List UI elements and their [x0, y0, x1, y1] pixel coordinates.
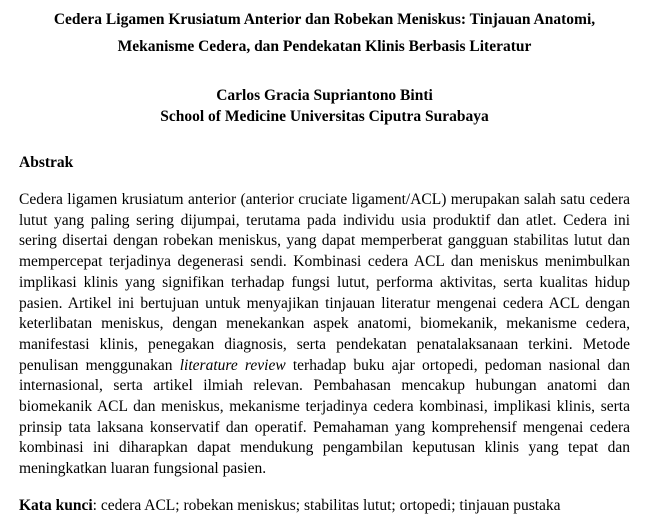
- abstract-text-part-1: Cedera ligamen krusiatum anterior (anterior cruciate ligament/ACL) merupakan salah satu cedera lutut yang paling sering dijumpai, terutama pada individu usia produktif dan atlet. Cedera ini sering disertai dengan robekan meniskus, yang dapat memperberat gangguan stabilitas lutut dan mempercepat terjadinya degenerasi sendi. Kombinasi cedera ACL dan meniskus menimbulkan implikasi klinis yang signifikan terhadap fungsi lutut, performa aktivitas, serta kualitas hidup pasien. Artikel ini bertujuan untuk menyajikan tinjauan literatur mengenai cedera ACL dengan keterlibatan meniskus, dengan menekankan aspek anatomi, biomekanik, mekanisme cedera, manifestasi klinis, penegakan diagnosis, serta pendekatan penatalaksanaan terkini. Metode penulisan menggunakan: [19, 191, 630, 374]
- paper-title: [19, 0, 630, 60]
- author-name: Carlos Gracia Supriantono Binti: [216, 87, 433, 104]
- keywords-text: : cedera ACL; robekan meniskus; stabilitas lutut; ortopedi; tinjauan pustaka: [92, 496, 561, 514]
- keywords: [19, 496, 630, 516]
- author-affiliation: School of Medicine Universitas Ciputra Surabaya: [160, 108, 489, 125]
- abstract-italic-term: literature review: [179, 356, 286, 374]
- author-block: [19, 85, 630, 127]
- title-line-1: Cedera Ligamen Krusiatum Anterior dan Robekan Meniskus: Tinjauan Anatomi,: [53, 11, 596, 28]
- abstract-heading: Abstrak: [19, 154, 74, 171]
- abstract-body: [19, 190, 630, 480]
- title-line-2: Mekanisme Cedera, dan Pendekatan Klinis Berbasis Literatur: [117, 38, 532, 55]
- keywords-label: Kata kunci: [19, 496, 93, 514]
- abstract-text-part-2: terhadap buku ajar ortopedi, pedoman nasional dan internasional, serta artikel ilmiah relevan. Pembahasan mencakup hubungan anatomi dan biomekanik ACL dan meniskus, mekanisme terjadinya cedera kombinasi, implikasi klinis, serta prinsip tata laksana konservatif dan operatif. Pemahaman yang komprehensif mengenai cedera kombinasi ini diharapkan dapat mendukung pengambilan keputusan klinis yang tepat dan meningkatkan luaran fungsional pasien.: [19, 356, 631, 478]
